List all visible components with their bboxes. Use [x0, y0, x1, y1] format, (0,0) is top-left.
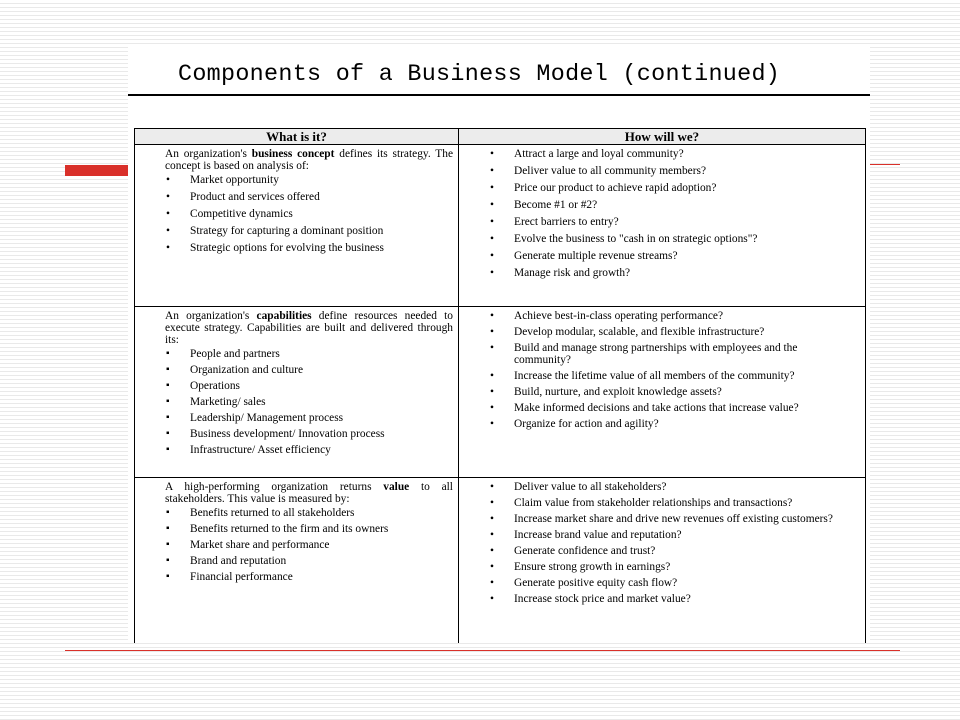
list-item: • Product and services offered [135, 191, 458, 203]
analysis-list [135, 174, 458, 254]
list-item: ▪ Benefits returned to the firm and its owners [135, 523, 458, 535]
key-term: business concept [251, 148, 335, 160]
resource-list [135, 348, 458, 456]
list-item: • Strategy for capturing a dominant position [135, 225, 458, 237]
list-item: • Competitive dynamics [135, 208, 458, 220]
question-item: • Deliver value to all stakeholders? [459, 481, 865, 493]
list-item: ▪ Organization and culture [135, 364, 458, 376]
question-item: • Increase brand value and reputation? [459, 529, 865, 541]
question-item: • Generate confidence and trust? [459, 545, 865, 557]
measure-list [135, 507, 458, 583]
how-cell [459, 307, 866, 478]
row-description: A high-performing organization returns value to all stakeholders. This value is measured by: [165, 481, 453, 505]
list-item: ▪ Operations [135, 380, 458, 392]
slide-image [128, 44, 870, 643]
question-item: • Increase market share and drive new revenues off existing customers? [459, 513, 865, 525]
list-item: ▪ Benefits returned to all stakeholders [135, 507, 458, 519]
question-list [459, 307, 865, 430]
how-cell [459, 478, 866, 644]
what-cell [135, 145, 459, 307]
question-item: • Build and manage strong partnerships with employees and the community? [459, 342, 865, 366]
what-cell [135, 478, 459, 644]
list-item: • Strategic options for evolving the business [135, 242, 458, 254]
row-description: An organization's business concept defines its strategy. The concept is based on analysis of: [165, 148, 454, 172]
question-item: • Become #1 or #2? [459, 199, 865, 211]
question-item: • Generate multiple revenue streams? [459, 250, 865, 262]
question-item: • Evolve the business to "cash in on strategic options"? [459, 233, 865, 245]
question-item: • Achieve best-in-class operating performance? [459, 310, 865, 322]
title-rule [128, 94, 870, 96]
question-list [459, 478, 865, 605]
row-description: An organization's capabilities define resources needed to execute strategy. Capabilities are built and delivered through its: [165, 310, 453, 346]
list-item: ▪ People and partners [135, 348, 458, 360]
question-item: • Price our product to achieve rapid adoption? [459, 182, 865, 194]
question-item: • Increase stock price and market value? [459, 593, 865, 605]
how-cell [459, 145, 866, 307]
components-table [134, 128, 866, 643]
accent-bar-left [65, 165, 131, 176]
question-item: • Ensure strong growth in earnings? [459, 561, 865, 573]
question-item: • Organize for action and agility? [459, 418, 865, 430]
list-item: ▪ Business development/ Innovation process [135, 428, 458, 440]
column-header-what: What is it? [135, 129, 459, 145]
list-item: ▪ Leadership/ Management process [135, 412, 458, 424]
column-header-how: How will we? [459, 129, 866, 145]
table-row-capabilities [135, 307, 866, 478]
list-item: ▪ Marketing/ sales [135, 396, 458, 408]
accent-line-right [868, 164, 900, 165]
question-item: • Deliver value to all community members? [459, 165, 865, 177]
question-item: • Build, nurture, and exploit knowledge assets? [459, 386, 865, 398]
list-item: ▪ Brand and reputation [135, 555, 458, 567]
question-item: • Generate positive equity cash flow? [459, 577, 865, 589]
what-cell [135, 307, 459, 478]
table-row-value [135, 478, 866, 644]
list-item: ▪ Market share and performance [135, 539, 458, 551]
accent-line-bottom [65, 650, 900, 651]
key-term: capabilities [256, 310, 312, 322]
list-item: ▪ Infrastructure/ Asset efficiency [135, 444, 458, 456]
slide-title: Components of a Business Model (continued) [178, 62, 781, 88]
question-item: • Claim value from stakeholder relationships and transactions? [459, 497, 865, 509]
table-header-row [135, 129, 866, 145]
question-item: • Increase the lifetime value of all members of the community? [459, 370, 865, 382]
question-item: • Make informed decisions and take actions that increase value? [459, 402, 865, 414]
key-term: value [383, 481, 410, 493]
question-item: • Erect barriers to entry? [459, 216, 865, 228]
question-list [459, 145, 865, 279]
question-item: • Manage risk and growth? [459, 267, 865, 279]
list-item: ▪ Financial performance [135, 571, 458, 583]
list-item: • Market opportunity [135, 174, 458, 186]
question-item: • Attract a large and loyal community? [459, 148, 865, 160]
table-row-business-concept [135, 145, 866, 307]
question-item: • Develop modular, scalable, and flexible infrastructure? [459, 326, 865, 338]
